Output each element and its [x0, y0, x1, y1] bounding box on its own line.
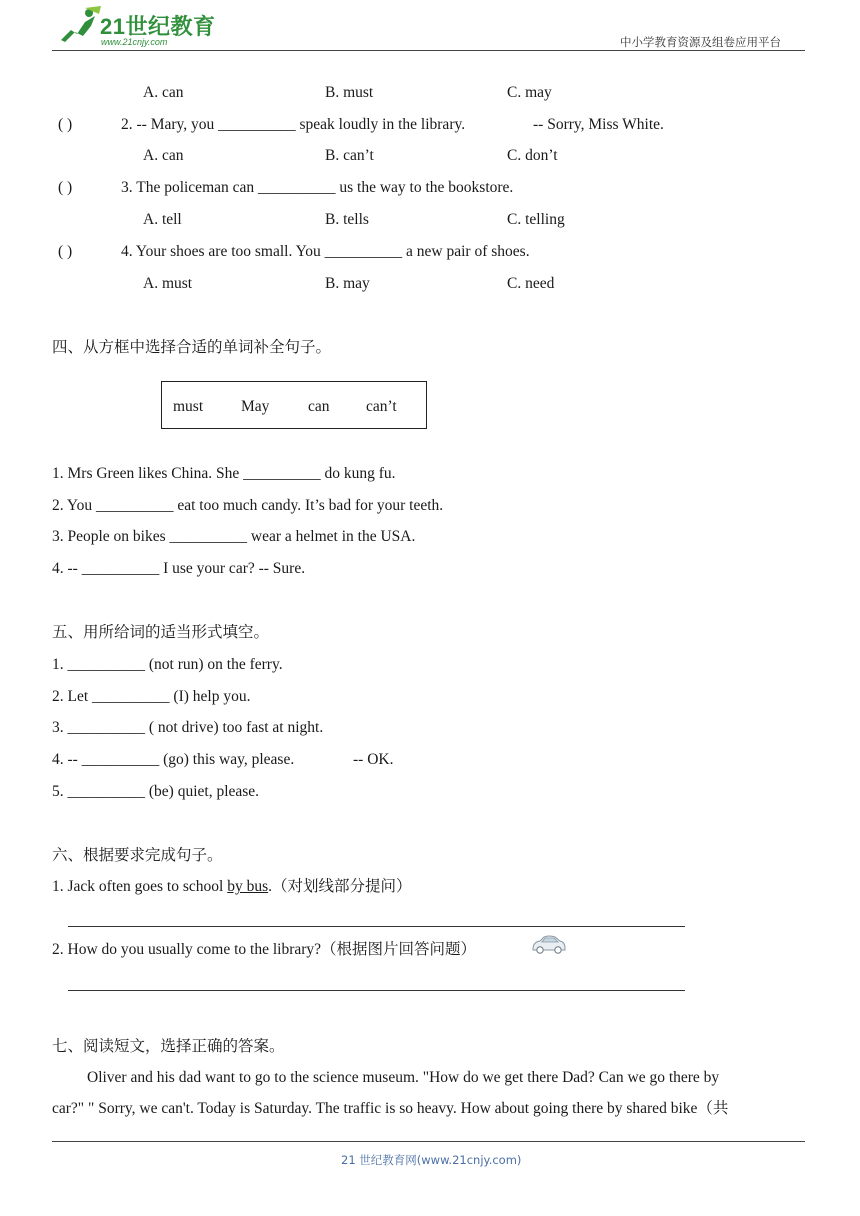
section4-item-4: 4. -- __________ I use your car? -- Sure. — [52, 560, 306, 577]
option-a: A. can — [143, 84, 184, 101]
question-instruction: .（对划线部分提问） — [268, 878, 412, 895]
word-box — [161, 381, 427, 429]
section6-question-2: 2. How do you usually come to the library?（根据图片回答问题） — [52, 941, 477, 958]
option-a: A. tell — [143, 211, 182, 228]
section6-question-1 — [52, 877, 412, 897]
question-reply: -- Sorry, Miss White. — [533, 116, 664, 133]
question-text: 1. Jack often goes to school — [52, 878, 228, 895]
footer-divider — [52, 1141, 805, 1142]
underlined-phrase: by bus — [227, 878, 269, 895]
section7-title: 七、阅读短文，选择正确的答案。 — [52, 1037, 285, 1055]
answer-paren[interactable]: ( ) — [58, 243, 73, 260]
header-platform-text: 中小学教育资源及组卷应用平台 — [620, 35, 781, 49]
section4-item-2: 2. You __________ eat too much candy. It’s bad for your teeth. — [52, 497, 444, 514]
car-picture-icon — [530, 934, 568, 956]
section5-item-4: 4. -- __________ (go) this way, please. — [52, 751, 295, 768]
word-item: can’t — [366, 398, 397, 415]
site-logo — [55, 6, 230, 48]
section5-item-3: 3. __________ ( not drive) too fast at night. — [52, 719, 324, 736]
option-b: B. can’t — [325, 147, 374, 164]
section5-item-5: 5. __________ (be) quiet, please. — [52, 783, 260, 800]
option-b: B. must — [325, 84, 374, 101]
section5-item-4-reply: -- OK. — [353, 751, 394, 768]
word-item: can — [308, 398, 330, 415]
answer-line[interactable] — [68, 990, 685, 991]
word-item: must — [173, 398, 204, 415]
question-text: 4. Your shoes are too small. You __________ a new pair of shoes. — [121, 243, 530, 260]
section4-item-3: 3. People on bikes __________ wear a helmet in the USA. — [52, 528, 416, 545]
answer-line[interactable] — [68, 926, 685, 927]
passage-line-1: Oliver and his dad want to go to the science museum. "How do we get there Dad? Can we go there by — [87, 1069, 720, 1086]
section5-title: 五、用所给词的适当形式填空。 — [52, 623, 270, 641]
answer-paren[interactable]: ( ) — [58, 179, 73, 196]
option-c: C. telling — [507, 211, 565, 228]
header-divider — [52, 50, 805, 51]
footer-link[interactable]: 21 世纪教育网(www.21cnjy.com) — [341, 1153, 522, 1167]
passage-line-2: car?" " Sorry, we can't. Today is Saturday. The traffic is so heavy. How about going there by shared bike（共 — [52, 1100, 729, 1117]
section4-title: 四、从方框中选择合适的单词补全句子。 — [52, 338, 332, 356]
option-a: A. must — [143, 275, 193, 292]
option-c: C. need — [507, 275, 555, 292]
option-c: C. may — [507, 84, 552, 101]
section5-item-1: 1. __________ (not run) on the ferry. — [52, 656, 283, 673]
logo-text: 21世纪教育 — [100, 14, 216, 39]
question-text: 3. The policeman can __________ us the way to the bookstore. — [121, 179, 514, 196]
logo-url: www.21cnjy.com — [101, 37, 168, 47]
option-b: B. tells — [325, 211, 369, 228]
answer-paren[interactable]: ( ) — [58, 116, 73, 133]
word-item: May — [241, 398, 270, 415]
runner-logo-icon — [55, 6, 103, 48]
section5-item-2: 2. Let __________ (I) help you. — [52, 688, 251, 705]
question-text: 2. -- Mary, you __________ speak loudly in the library. — [121, 116, 466, 133]
section6-title: 六、根据要求完成句子。 — [52, 846, 223, 864]
option-a: A. can — [143, 147, 184, 164]
section4-item-1: 1. Mrs Green likes China. She __________ do kung fu. — [52, 465, 396, 482]
option-b: B. may — [325, 275, 370, 292]
option-c: C. don’t — [507, 147, 558, 164]
